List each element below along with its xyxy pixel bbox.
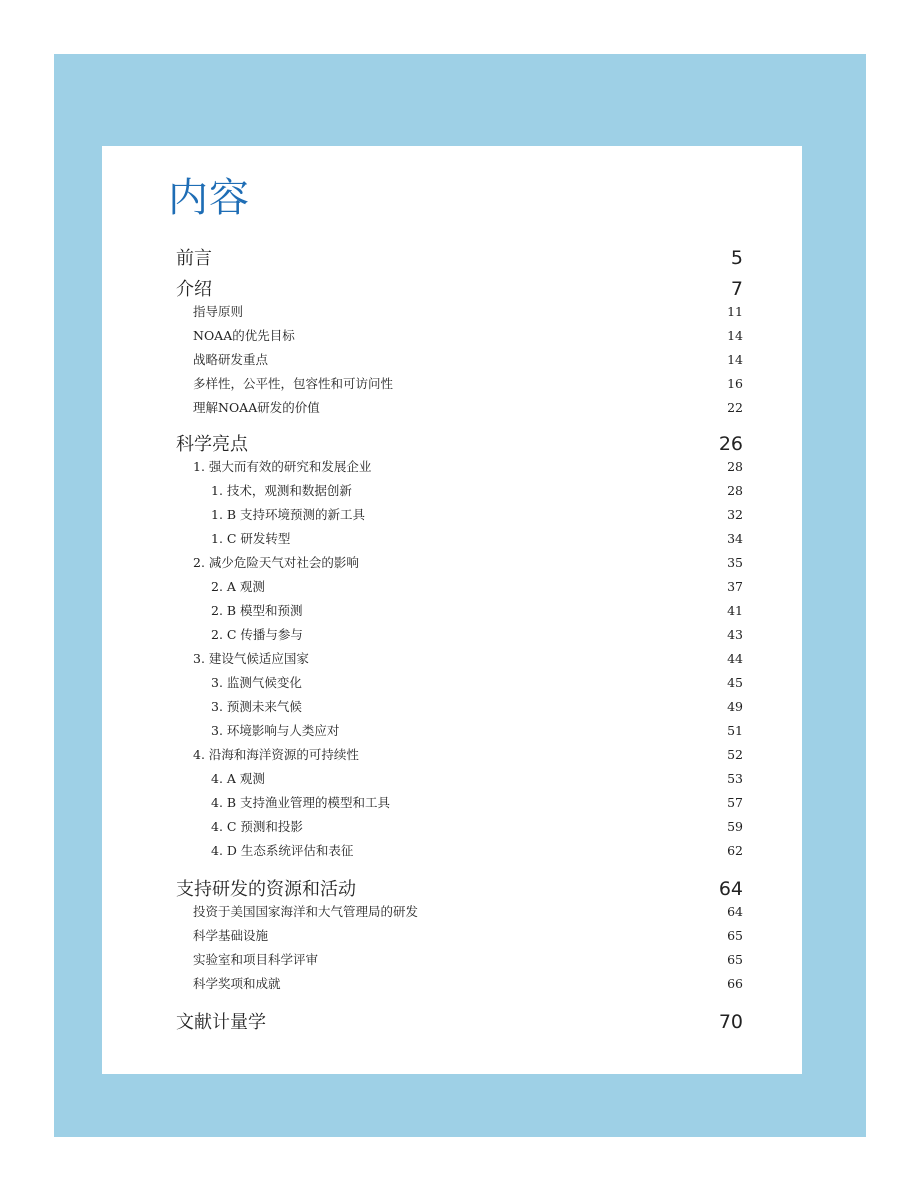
toc-subentry[interactable]: [176, 767, 743, 791]
toc-subentry[interactable]: [176, 815, 743, 839]
toc-entry[interactable]: [176, 396, 743, 420]
toc-entry-label: 1. 技术，观测和数据创新: [211, 483, 352, 498]
toc-entry-label: 1. 强大而有效的研究和发展企业: [193, 459, 372, 474]
toc-entry-page: 22: [727, 400, 743, 415]
toc-section[interactable]: [176, 1008, 743, 1033]
toc-entry-label: 3. 预测未来气候: [211, 699, 302, 714]
toc-entry-label: 4. 沿海和海洋资源的可持续性: [193, 747, 359, 762]
toc-entry-page: 45: [727, 675, 743, 690]
toc-entry-label: 3. 监测气候变化: [211, 675, 302, 690]
toc-section[interactable]: [176, 275, 743, 300]
toc-subentry[interactable]: [176, 575, 743, 599]
toc-entry[interactable]: [176, 300, 743, 324]
toc-section-page: 64: [718, 878, 743, 900]
page-title: 内容: [168, 175, 250, 221]
toc-entry-page: 28: [727, 459, 743, 474]
toc-section-label: 支持研发的资源和活动: [176, 879, 356, 900]
toc-section-label: 文献计量学: [176, 1012, 266, 1033]
table-of-contents: [176, 244, 743, 1033]
toc-entry-page: 32: [727, 507, 743, 522]
toc-entry[interactable]: [176, 551, 743, 575]
toc-subentry[interactable]: [176, 479, 743, 503]
toc-entry-label: 3. 建设气候适应国家: [193, 651, 309, 666]
toc-entry-label: 战略研发重点: [193, 352, 269, 367]
toc-entry-label: 科学基础设施: [193, 928, 269, 943]
toc-entry[interactable]: [176, 348, 743, 372]
toc-entry-label: 实验室和项目科学评审: [193, 952, 319, 967]
toc-entry-label: 1. C 研发转型: [211, 531, 291, 546]
toc-entry-page: 34: [727, 531, 743, 546]
toc-entry-page: 52: [727, 747, 743, 762]
toc-entry-page: 66: [727, 976, 743, 991]
toc-entry[interactable]: [176, 924, 743, 948]
toc-section-label: 介绍: [176, 279, 212, 300]
toc-entry-page: 59: [727, 819, 743, 834]
toc-entry-page: 49: [727, 699, 743, 714]
toc-entry-label: 2. C 传播与参与: [211, 627, 303, 642]
toc-entry[interactable]: [176, 972, 743, 996]
toc-entry-label: 投资于美国国家海洋和大气管理局的研发: [193, 904, 419, 919]
toc-entry-label: 多样性，公平性，包容性和可访问性: [193, 376, 394, 391]
toc-entry-page: 53: [727, 771, 743, 786]
toc-entry-label: 4. D 生态系统评估和表征: [211, 843, 354, 858]
toc-section-label: 科学亮点: [176, 434, 248, 455]
toc-entry-label: 3. 环境影响与人类应对: [211, 723, 340, 738]
toc-entry[interactable]: [176, 743, 743, 767]
toc-entry[interactable]: [176, 455, 743, 479]
toc-entry-label: 4. C 预测和投影: [211, 819, 303, 834]
toc-entry-page: 16: [727, 376, 743, 391]
toc-entry-page: 64: [727, 904, 743, 919]
toc-entry-label: 指导原则: [193, 304, 244, 319]
toc-subentry[interactable]: [176, 503, 743, 527]
toc-subentry[interactable]: [176, 671, 743, 695]
toc-entry-label: 2. 减少危险天气对社会的影响: [193, 555, 359, 570]
toc-entry-page: 44: [727, 651, 743, 666]
toc-entry-label: 1. B 支持环境预测的新工具: [211, 507, 366, 522]
toc-entry-label: 2. A 观测: [211, 579, 265, 594]
toc-entry[interactable]: [176, 372, 743, 396]
toc-entry-page: 65: [727, 952, 743, 967]
toc-subentry[interactable]: [176, 791, 743, 815]
toc-entry-page: 65: [727, 928, 743, 943]
toc-entry-label: 理解NOAA研发的价值: [193, 400, 320, 415]
toc-subentry[interactable]: [176, 695, 743, 719]
toc-entry[interactable]: [176, 647, 743, 671]
toc-subentry[interactable]: [176, 719, 743, 743]
toc-entry-page: 57: [727, 795, 743, 810]
toc-section-label: 前言: [176, 248, 212, 269]
toc-entry[interactable]: [176, 324, 743, 348]
toc-entry-page: 35: [727, 555, 743, 570]
toc-section-page: 5: [730, 247, 743, 269]
toc-section-page: 26: [718, 433, 743, 455]
toc-entry[interactable]: [176, 948, 743, 972]
toc-entry-page: 14: [727, 328, 743, 343]
toc-entry-page: 62: [727, 843, 743, 858]
toc-entry-label: NOAA的优先目标: [193, 328, 295, 343]
toc-entry-label: 科学奖项和成就: [193, 976, 281, 991]
toc-subentry[interactable]: [176, 527, 743, 551]
toc-section-page: 70: [718, 1011, 743, 1033]
toc-entry[interactable]: [176, 900, 743, 924]
toc-section-page: 7: [730, 278, 743, 300]
toc-entry-label: 4. A 观测: [211, 771, 265, 786]
toc-entry-page: 28: [727, 483, 743, 498]
toc-entry-page: 51: [727, 723, 743, 738]
toc-section[interactable]: [176, 875, 743, 900]
toc-subentry[interactable]: [176, 599, 743, 623]
toc-section[interactable]: [176, 244, 743, 269]
toc-entry-page: 43: [727, 627, 743, 642]
toc-section[interactable]: [176, 430, 743, 455]
toc-entry-label: 4. B 支持渔业管理的模型和工具: [211, 795, 391, 810]
toc-entry-page: 14: [727, 352, 743, 367]
toc-entry-page: 37: [727, 579, 743, 594]
toc-entry-page: 11: [727, 304, 743, 319]
toc-entry-label: 2. B 模型和预测: [211, 603, 303, 618]
toc-subentry[interactable]: [176, 839, 743, 863]
toc-subentry[interactable]: [176, 623, 743, 647]
toc-entry-page: 41: [727, 603, 743, 618]
